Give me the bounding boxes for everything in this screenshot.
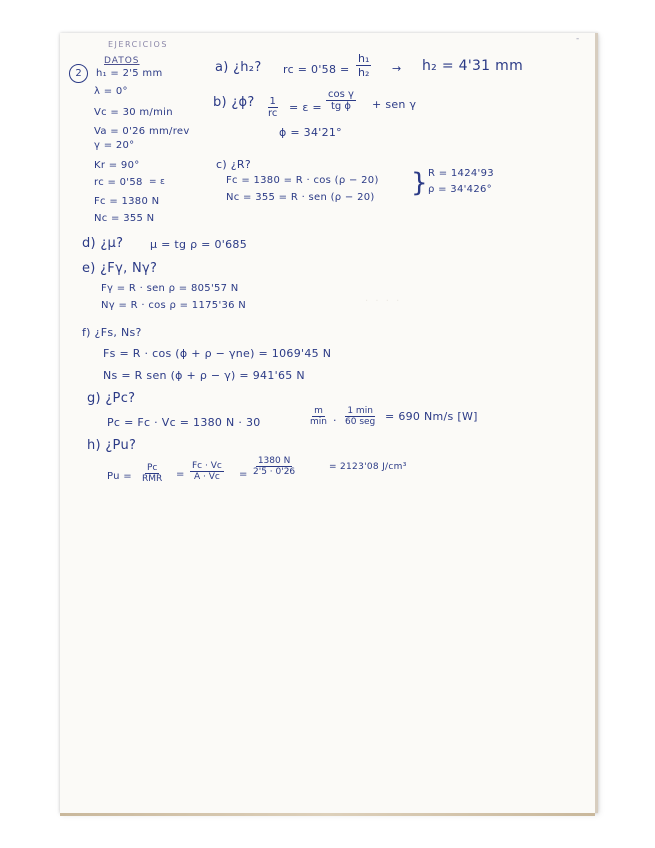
part-h-fraction-2 [190, 461, 224, 482]
dato-item: λ = 0° [94, 86, 128, 97]
fraction-numerator: Fc · Vc [192, 461, 222, 471]
dato-item: h₁ = 2'5 mm [96, 68, 163, 79]
datos-title: DATOS [104, 56, 140, 66]
fraction-numerator: Pc [146, 463, 158, 473]
part-g-dot: · [333, 414, 337, 427]
dato-item: Fc = 1380 N [94, 196, 160, 207]
part-b-fraction-1 [266, 96, 279, 119]
corner-mark: ‐ [576, 34, 580, 44]
exercise-number: 2 [69, 64, 88, 83]
part-f-eq-1: Fs = R · cos (ϕ + ρ − γne) = 1069'45 N [103, 347, 332, 360]
part-c-result-1: R = 1424'93 [428, 168, 494, 179]
part-c-result-2: ρ = 34'426° [428, 184, 492, 195]
fraction-numerator: 1380 N [257, 456, 291, 466]
part-h-label: h) ¿Pu? [87, 438, 137, 453]
part-a-label: a) ¿h₂? [215, 60, 262, 75]
part-b-fraction-2 [326, 89, 356, 112]
fraction-denominator: h₂ [358, 66, 370, 79]
part-b-label: b) ¿ϕ? [213, 95, 255, 110]
part-f-eq-2: Ns = R sen (ϕ + ρ − γ) = 941'65 N [103, 369, 305, 382]
part-g-lhs: Pc = Fc · Vc = 1380 N · 30 [107, 416, 261, 429]
dato-item: Vc = 30 m/min [94, 107, 173, 118]
fraction-denominator: 2'5 · 0'26 [253, 467, 296, 477]
part-h-fraction-3 [251, 456, 297, 477]
fraction-numerator: cos γ [328, 89, 354, 100]
part-a-result: h₂ = 4'31 mm [422, 58, 524, 74]
fraction-numerator: 1 min [347, 406, 373, 416]
part-c-label: c) ¿R? [216, 158, 251, 171]
part-g-result: = 690 Nm/s [W] [385, 410, 478, 423]
fraction-numerator: h₁ [358, 52, 370, 65]
fraction-denominator: min [310, 417, 327, 427]
part-g-label: g) ¿Pc? [87, 391, 136, 406]
dato-item: Nc = 355 N [94, 213, 155, 224]
part-d-label: d) ¿μ? [82, 236, 124, 251]
part-b-mid: = ε = [289, 101, 322, 114]
part-e-eq-1: Fγ = R · sen ρ = 805'57 N [101, 283, 239, 294]
part-b-result: ϕ = 34'21° [279, 126, 342, 139]
part-d-eq: μ = tg ρ = 0'685 [150, 238, 248, 251]
part-a-lhs: rc = 0'58 = [283, 63, 350, 76]
dato-item: rc = 0'58 [94, 177, 143, 188]
fraction-denominator: tg ϕ [330, 101, 351, 112]
part-h-equals-2: = [239, 469, 248, 480]
bleed-through-mark: · · · · [365, 296, 402, 307]
dato-item: γ = 20° [94, 140, 135, 151]
brace-icon: } [411, 168, 428, 198]
rc-epsilon-note: = ε [149, 177, 166, 187]
fraction-denominator: 60 seg [345, 417, 376, 427]
part-e-label: e) ¿Fγ, Nγ? [82, 261, 158, 276]
part-c-eq-1: Fc = 1380 = R · cos (ρ − 20) [226, 175, 379, 186]
fraction-denominator: RMR [142, 474, 163, 484]
part-h-result: = 2123'08 J/cm³ [329, 462, 407, 472]
part-g-fraction-2 [343, 406, 377, 427]
heading: EJERCICIOS [108, 40, 168, 49]
part-c-eq-2: Nc = 355 = R · sen (ρ − 20) [226, 192, 375, 203]
fraction-denominator: rc [268, 108, 278, 119]
part-h-equals-1: = [176, 469, 185, 480]
part-f-label: f) ¿Fs, Ns? [82, 326, 142, 339]
part-e-eq-2: Nγ = R · cos ρ = 1175'36 N [101, 300, 247, 311]
part-h-fraction-1 [140, 463, 164, 484]
part-a-fraction [356, 52, 371, 79]
arrow-icon: → [392, 62, 402, 75]
fraction-denominator: A · Vc [193, 472, 220, 482]
fraction-numerator: m [314, 406, 323, 416]
dato-item: Va = 0'26 mm/rev [94, 126, 190, 137]
part-g-fraction-1 [308, 406, 329, 427]
part-b-tail: + sen γ [372, 98, 417, 111]
part-h-lhs: Pu = [107, 471, 132, 482]
dato-item: Kr = 90° [94, 160, 140, 171]
fraction-numerator: 1 [269, 96, 276, 107]
